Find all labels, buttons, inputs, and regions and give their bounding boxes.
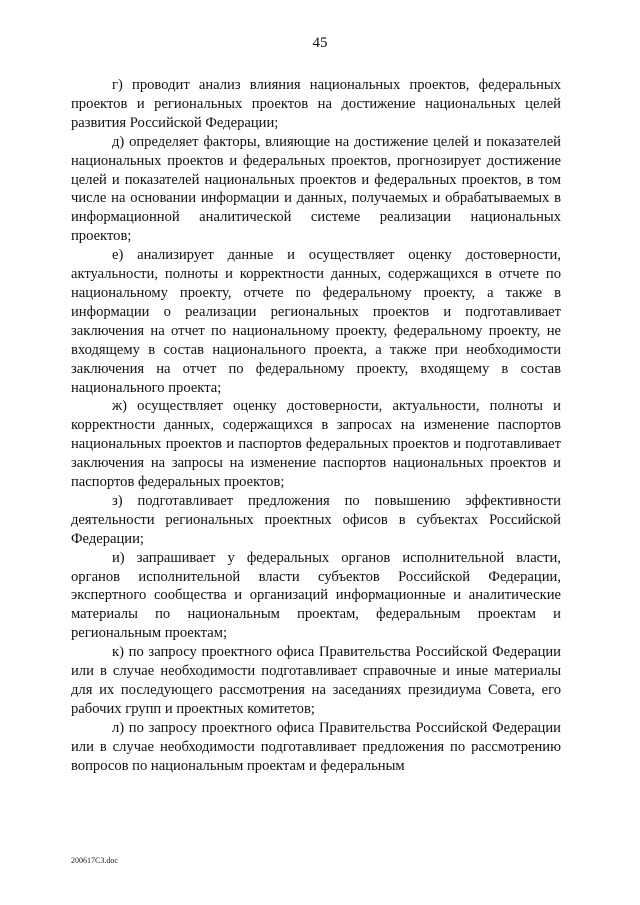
paragraph-k: к) по запросу проектного офиса Правительства Российской Федерации или в случае необходимости подготавливает справочные и иные материалы для их последующего рассмотрения на заседаниях президиума Совета, его рабочих групп и проектных комитетов; — [71, 644, 561, 717]
paragraph-d: д) определяет факторы, влияющие на достижение целей и показателей национальных проектов и федеральных проектов, прогнозирует достижение целей и показателей национальных проектов и федеральных проектов, в том числе на основании информации и данных, получаемых и обрабатываемых в информационной аналитической системе реализации национальных проектов; — [71, 133, 561, 245]
paragraph-z: з) подготавливает предложения по повышению эффективности деятельности региональных проектных офисов в субъектах Российской Федерации; — [71, 492, 561, 547]
footer-filename: 200617C3.doc — [71, 856, 118, 865]
paragraph-l: л) по запросу проектного офиса Правительства Российской Федерации или в случае необходимости подготавливает предложения по рассмотрению вопросов по национальным проектам и федеральным — [71, 719, 561, 774]
page-number: 45 — [312, 35, 328, 51]
paragraph-g: г) проводит анализ влияния национальных проектов, федеральных проектов и региональных проектов на достижение национальных целей развития Российской Федерации; — [71, 77, 561, 131]
paragraph-zh: ж) осуществляет оценку достоверности, актуальности, полноты и корректности данных, содержащихся в запросах на изменение паспортов национальных проектов и паспортов федеральных проектов и подготавливает заключения на запросы на изменение паспортов национальных проектов и паспортов федеральных проектов; — [71, 398, 561, 491]
paragraph-i: и) запрашивает у федеральных органов исполнительной власти, органов исполнительной власти субъектов Российской Федерации, экспертного сообщества и организаций информационные и аналитические материалы по национальным проектам, федеральным проектам и региональным проектам; — [71, 549, 561, 642]
paragraph-e: е) анализирует данные и осуществляет оценку достоверности, актуальности, полноты и корректности данных, содержащихся в отчете по национальному проекту, отчете по федеральному проекту, а также в информации о реализации региональных проектов и подготавливает заключения на отчет по национальному проекту, федеральному проекту, не входящему в состав национального проекта, а также при необходимости заключения на отчет по федеральному проекту, входящему в состав национального проекта; — [71, 247, 561, 396]
document-body — [71, 76, 561, 776]
